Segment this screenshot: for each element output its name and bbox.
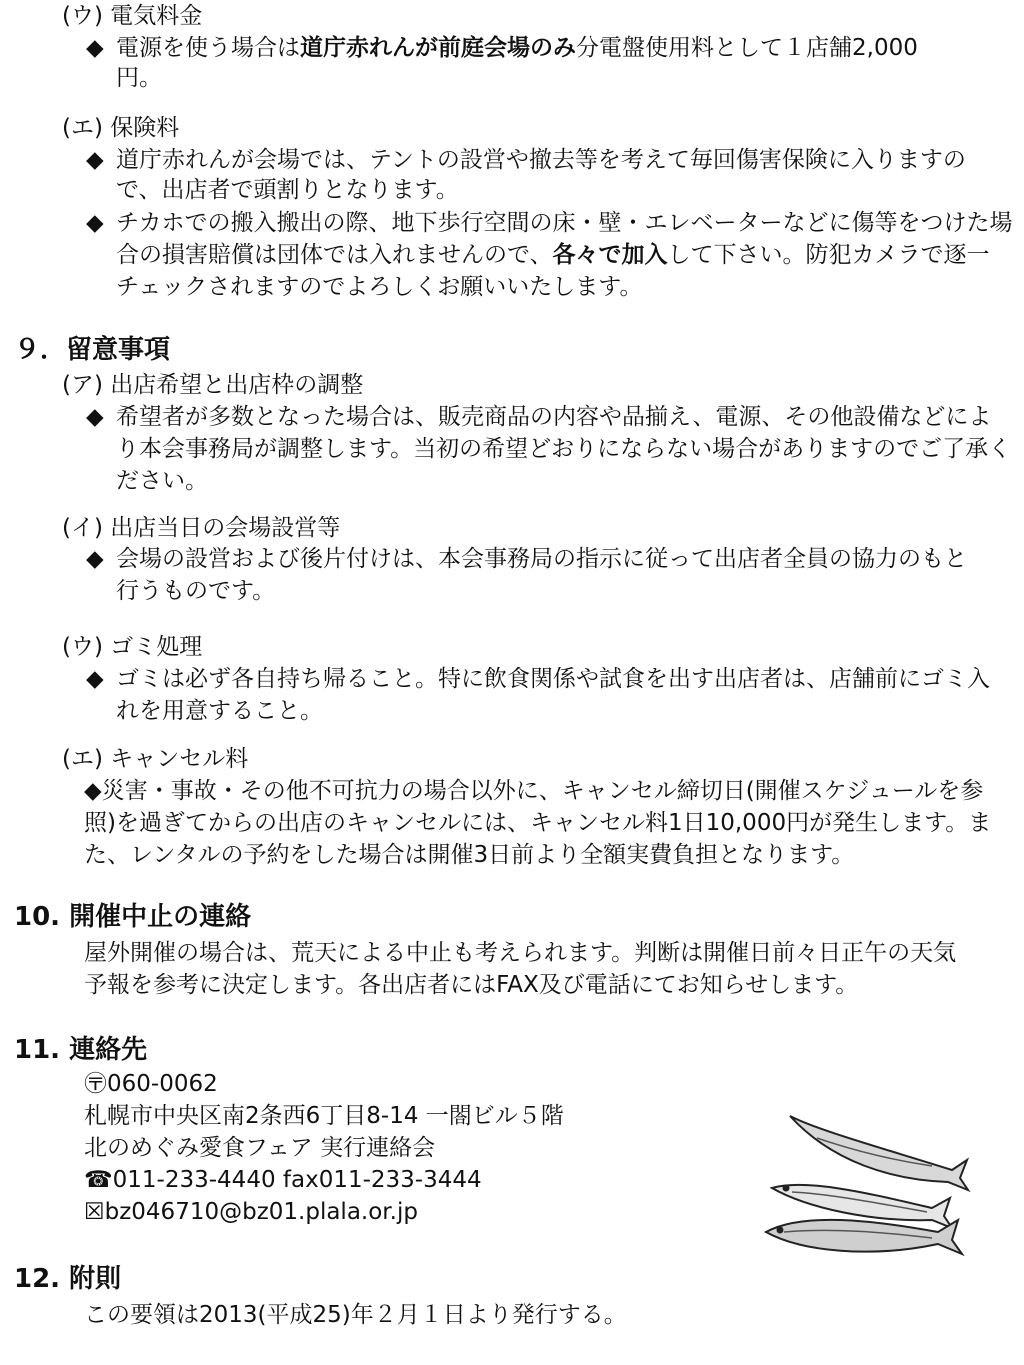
address: 札幌市中央区南2条西6丁目8-14 一閤ビル５階 [84, 1103, 564, 1129]
insurance-bullet2-line1: チカホでの搬入搬出の際、地下歩行空間の床・壁・エレベーターなどに傷等をつけた場 [116, 210, 1013, 236]
subheading-venue-setup: (イ) 出店当日の会場設営等 [62, 515, 341, 541]
bullet-icon: ◆ [86, 404, 104, 430]
electricity-text-line2: 円。 [116, 65, 162, 91]
insurance-bullet2-line2: 合の損害賠償は団体では入れませんので、各々で加入して下さい。防犯カメラで逐一 [116, 242, 990, 268]
cancellation-line2: 照)を過ぎてからの出店のキャンセルには、キャンセル料1日10,000円が発生します。ま [84, 810, 992, 836]
garbage-line2: れを用意すること。 [116, 698, 323, 724]
fish-icon [790, 1116, 968, 1190]
garbage-line1: ゴミは必ず各自持ち帰ること。特に飲食関係や試食を出す出店者は、店舗前にゴミ入 [116, 666, 990, 692]
subheading-electricity: (ウ) 電気料金 [62, 3, 203, 29]
subheading-insurance: (エ) 保険料 [62, 115, 180, 141]
subheading-slot-adjustment: (ア) 出店希望と出店枠の調整 [62, 372, 364, 398]
bullet-icon: ◆ [86, 666, 104, 692]
bullet-icon: ◆ [86, 35, 104, 61]
bullet-icon: ◆ [86, 546, 104, 572]
bullet-icon: ◆ [86, 210, 104, 236]
fish-icon [766, 1220, 962, 1254]
cancellation-line3: た、レンタルの予約をした場合は開催3日前より全額実費負担となります。 [84, 842, 855, 868]
fish-illustration [762, 1108, 972, 1268]
postal-code: 〶060-0062 [84, 1071, 218, 1097]
venue-setup-line1: 会場の設営および後片付けは、本会事務局の指示に従って出店者全員の協力のもと [116, 546, 967, 572]
section-11-title: 11. 連絡先 [14, 1035, 148, 1065]
slot-adjustment-line1: 希望者が多数となった場合は、販売商品の内容や品揃え、電源、その他設備などによ [116, 404, 992, 430]
email-address: ☒bz046710@bz01.plala.or.jp [84, 1199, 418, 1225]
electricity-text-line1: 電源を使う場合は道庁赤れんが前庭会場のみ分電盤使用料として１店舗2,000 [116, 35, 918, 61]
slot-adjustment-line3: ださい。 [116, 468, 208, 494]
slot-adjustment-line2: り本会事務局が調整します。当初の希望どおりにならない場合がありますのでご了承く [116, 436, 1012, 462]
section-9-title: ９．留意事項 [14, 335, 171, 365]
phone-fax: ☎011-233-4440 fax011-233-3444 [84, 1167, 482, 1193]
insurance-bullet1-line2: で、出店者で頭割りとなります。 [116, 177, 459, 203]
venue-setup-line2: 行うものです。 [116, 578, 276, 604]
subheading-garbage: (ウ) ゴミ処理 [62, 634, 203, 660]
cancellation-notice-line2: 予報を参考に決定します。各出店者にはFAX及び電話にてお知らせします。 [84, 972, 859, 998]
cancellation-line1: ◆災害・事故・その他不可抗力の場合以外に、キャンセル締切日(開催スケジュールを参 [84, 778, 984, 804]
organization-name: 北のめぐみ愛食フェア 実行連絡会 [84, 1135, 436, 1161]
insurance-bullet1-line1: 道庁赤れんが会場では、テントの設営や撤去等を考えて毎回傷害保険に入りますの [116, 147, 966, 173]
supplementary-provision: この要領は2013(平成25)年２月１日より発行する。 [84, 1302, 627, 1328]
cancellation-notice-line1: 屋外開催の場合は、荒天による中止も考えられます。判断は開催日前々日正午の天気 [84, 940, 957, 966]
section-10-title: 10. 開催中止の連絡 [14, 902, 252, 932]
section-12-title: 12. 附則 [14, 1264, 122, 1294]
insurance-bullet2-line3: チェックされますのでよろしくお願いいたします。 [116, 274, 643, 300]
bullet-icon: ◆ [86, 147, 104, 173]
subheading-cancellation: (エ) キャンセル料 [62, 746, 249, 772]
